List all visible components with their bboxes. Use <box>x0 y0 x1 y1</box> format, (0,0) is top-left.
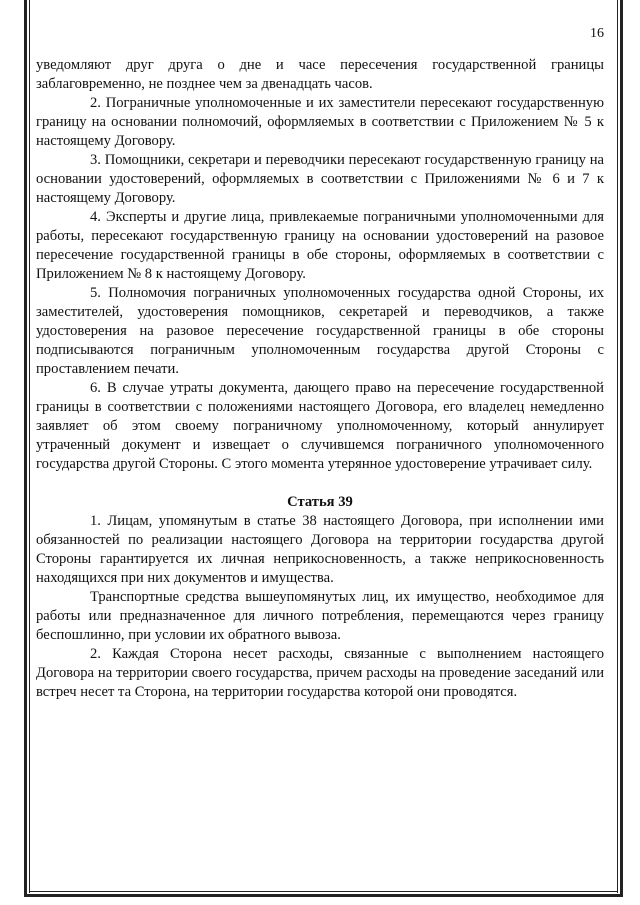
paragraph: уведомляют друг друга о дне и часе пересечения государственной границы заблаговременно, не позднее чем за двенадцать часов. <box>36 57 604 92</box>
paragraph: 2. Каждая Сторона несет расходы, связанные с выполнением настоящего Договора на территории своего государства, причем расходы на проведение заседаний или встреч несет та Сторона, на территории государства которой они проводятся. <box>36 646 604 700</box>
paragraph: 3. Помощники, секретари и переводчики пересекают государственную границу на основании удостоверений, оформляемых в соответствии с Приложениями № 6 и 7 к настоящему Договору. <box>36 152 604 206</box>
paragraph: 1. Лицам, упомянутым в статье 38 настоящего Договора, при исполнении ими обязанностей по реализации настоящего Договора на территории государства другой Стороны гарантируется их личная неприкосновенность, а также неприкосновенность находящихся при них документов и имущества. <box>36 513 604 586</box>
paragraph: 4. Эксперты и другие лица, привлекаемые пограничными уполномоченными для работы, пересекают государственную границу на основании удостоверений на разовое пересечение государственной границы в обе стороны, оформляемых в соответствии с Приложением № 8 к настоящему Договору. <box>36 209 604 282</box>
page-border-left <box>24 0 27 897</box>
article-title: Статья 39 <box>287 494 353 510</box>
page-border-right <box>620 0 623 897</box>
paragraph: 5. Полномочия пограничных уполномоченных государства одной Стороны, их заместителей, удостоверения помощников, секретарей и переводчиков, а также удостоверения на разовое пересечение государственной границы в обе стороны подписываются пограничным уполномоченным государства другой Стороны с проставлением печати. <box>36 285 604 377</box>
page-border-bottom <box>24 894 623 897</box>
page-border-right-inner <box>617 0 618 893</box>
page-border-bottom-inner <box>29 891 618 892</box>
page-number: 16 <box>590 26 604 41</box>
paragraph: Транспортные средства вышеупомянутых лиц, их имущество, необходимое для работы или предназначенное для личного потребления, перемещаются через границу беспошлинно, при условии их обратного вывоза. <box>36 589 604 643</box>
paragraph: 6. В случае утраты документа, дающего право на пересечение государственной границы в соответствии с положениями настоящего Договора, его владелец немедленно заявляет об этом своему пограничному уполномоченному, который аннулирует утраченный документ и извещает о случившемся пограничного уполномоченного государства другой Стороны. С этого момента утерянное удостоверение утрачивает силу. <box>36 380 604 472</box>
paragraph: 2. Пограничные уполномоченные и их заместители пересекают государственную границу на основании полномочий, оформляемых в соответствии с Приложением № 5 к настоящему Договору. <box>36 95 604 149</box>
page-border-left-inner <box>29 0 30 893</box>
document-body <box>36 56 604 702</box>
